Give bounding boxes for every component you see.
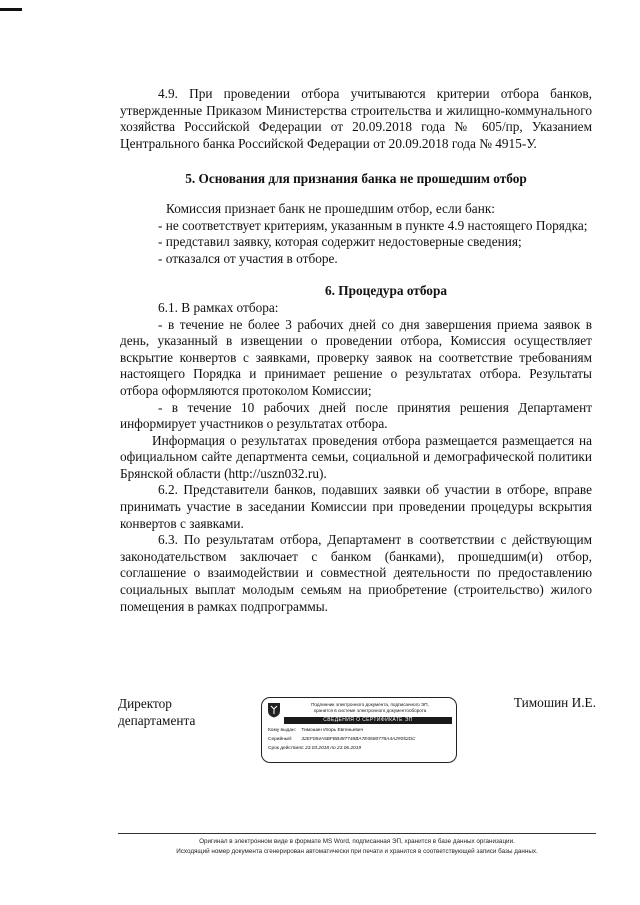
footer-divider [118,833,596,834]
stamp-issued-value: Тимошин Игорь Евгеньевич [301,728,364,733]
corner-mark [0,8,22,11]
section-6-heading: 6. Процедура отбора [325,283,447,299]
section-5-heading: 5. Основания для признания банка не прошедшим отбор [185,171,527,187]
stamp-title-bar: СВЕДЕНИЯ О СЕРТИФИКАТЕ ЭП [284,717,452,724]
paragraph-information: Информация о результатах проведения отбора размещается размещается на официальном сайте департмента семьи, социальной и демографической политики Брянской области (http://uszn032.ru). [120,432,592,481]
footer-note [118,837,596,857]
section-5-item-3: - отказался от участия в отборе. [158,250,338,266]
stamp-serial-row [268,737,452,743]
stamp-serial-value: 32EF084A5BFBB487748BA7E0680778A4A2#052DC [301,737,416,742]
stamp-issued-row [268,728,452,734]
footer-line-2: Исходящий номер документа сгенерирован автоматически при печати и хранится в соответствующей записи базы данных. [176,848,538,855]
stamp-header [288,702,452,713]
stamp-issued-label: Кому выдан: [268,728,296,733]
footer-line-1: Оригинал в электронном виде в формате MS Word, подписанная ЭП, хранится в базе данных организации. [199,838,515,845]
signature-block [118,695,596,775]
coat-of-arms-icon [267,702,281,718]
signer-position [118,695,195,729]
paragraph-4-9: 4.9. При проведении отбора учитываются критерии отбора банков, утвержденные Приказом Министерства строительства и жилищно-коммунального хозяйства Российской Федерации от 20.09.2018 года № 605/пр, Указанием Центрального банка Российской Федерации от 20.09.2018 года № 4915-У. [120,86,592,151]
document-body [120,86,592,615]
paragraph-6-1-b: - в течение 10 рабочих дней после принятия решения Департамент информирует участников о результатах отбора. [120,399,592,432]
stamp-header-line1: Подлинник электронного документа, подписанного ЭП, [311,702,429,707]
paragraph-6-3: 6.3. По результатам отбора, Департамент в соответствии с действующим законодательством заключает с банком (банками), прошедшим(и) отбор, соглашение о взаимодействии и совместной деятельности по предоставлению социальных выплат молодым семьям на приобретение (строительство) жилого помещения в рамках подпрограммы. [120,532,592,614]
section-5-item-2: - представил заявку, которая содержит недостоверные сведения; [158,234,522,250]
paragraph-6-1-a: - в течение не более 3 рабочих дней со дня завершения приема заявок в день, указанный в извещении о проведении отбора, Комиссия осуществляет вскрытие конвертов с заявками, проверку заявок на соответствие требованиям настоящего Порядка и принимает решение о результатах отбора. Результаты отбора оформляются протоколом Комиссии; [120,316,592,398]
stamp-validity-label: Срок действия: [268,746,303,751]
signer-position-line2: департамента [118,713,196,728]
stamp-validity-row [268,746,452,752]
paragraph-6-2: 6.2. Представители банков, подавших заявки об участии в отборе, вправе принимать участие в заседании Комиссии при проведении процедуры вскрытия конвертов с заявками. [120,482,592,531]
paragraph-6-1: 6.1. В рамках отбора: [158,299,279,315]
section-5-item-1: - не соответствует критериям, указанным в пункте 4.9 настоящего Порядка; [158,217,588,233]
section-5-intro: Комиссия признает банк не прошедшим отбор, если банк: [166,200,495,216]
signer-position-line1: Директор [118,696,172,711]
stamp-validity-value: с 23.03.2018 по 23.06.2019 [301,746,362,751]
signer-name: Тимошин И.Е. [513,695,596,710]
electronic-signature-stamp [261,697,457,763]
stamp-serial-label: Серийный: [268,737,293,742]
stamp-header-line2: хранится в системе электронного документооборота [313,707,427,713]
